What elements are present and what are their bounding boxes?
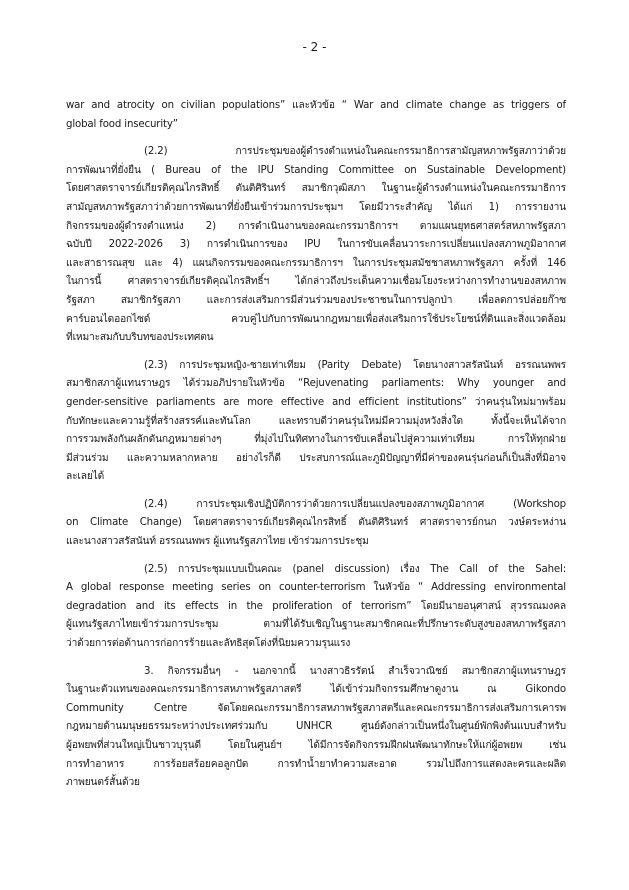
page-number: - 2 - — [302, 40, 327, 54]
text-line: degradation and its effects in the proliferation of terrorism” โดยมีนายอนุศาสน์ สุวรรณมงคล — [66, 600, 566, 612]
text-line: กิจกรรมของผู้ดำรงตำแหน่ง 2) การดำเนินงานของคณะกรรมาธิการฯ ตามแผนยุทธศาสตร์สหภาพรัฐสภา — [66, 220, 566, 232]
text-line: ฉบับปี 2022-2026 3) การดำเนินการของ IPU ในการขับเคลื่อนวาระการเปลี่ยนแปลงสภาพภูมิอากาศ — [66, 239, 566, 251]
text-line: ในการนี้ ศาสตราจารย์เกียรติคุณไกรสิทธิ์ฯ ได้กล่าวถึงประเด็นความเชื่อมโยงระหว่างการทำงานของสหภาพ — [66, 276, 566, 288]
text-line: 3. กิจกรรมอื่นๆ - นอกจากนี้ นางสาวธิรรัตน์ สำเร็จวาณิชย์ สมาชิกสภาผู้แทนราษฎร — [144, 665, 566, 677]
paragraph-spacer — [66, 552, 566, 561]
paragraph — [66, 143, 566, 348]
text-line: (2.4) การประชุมเชิงปฏิบัติการว่าด้วยการเปลี่ยนแปลงของสภาพภูมิอากาศ (Workshop — [144, 498, 566, 510]
text-line: คาร์บอนไดออกไซด์ ควบคู่ไปกับการพัฒนากฎหมายเพื่อส่งเสริมการใช้ประโยชน์ที่ดินและสิ่งแวดล้อม — [66, 313, 566, 325]
text-line: ละเลยได้ — [66, 471, 105, 483]
paragraph — [66, 561, 566, 654]
text-line: กับทักษะและความรู้ที่สร้างสรรค์และทันโลก และทราบดีว่าคนรุ่นใหม่มีความมุ่งหวังสิ่งใด ทั้งนี้จะเห็นได้จาก — [66, 415, 566, 427]
text-line: รัฐสภา สมาชิกรัฐสภา และการส่งเสริมการมีส่วนร่วมของประชาชนในการปลูกป่า เพื่อลดการปล่อยก๊าซ — [66, 294, 566, 306]
text-line: (2.5) การประชุมแบบเป็นคณะ (panel discussion) เรื่อง The Call of the Sahel: — [144, 563, 566, 575]
text-line: on Climate Change) โดยศาสตราจารย์เกียรติคุณไกรสิทธิ์ ตันติศิรินทร์ ศาสตราจารย์กนก วงษ์ตระหง่าน — [66, 517, 566, 529]
text-line: (2.2) การประชุมของผู้ดำรงตำแหน่งในคณะกรรมาธิการสามัญสหภาพรัฐสภาว่าด้วย — [144, 146, 566, 158]
text-line: สมาชิกสภาผู้แทนราษฎร ได้ร่วมอภิปรายในหัวข้อ “Rejuvenating parliaments: Why younger and — [66, 378, 566, 390]
paragraph-spacer — [66, 134, 566, 143]
text-line: ภาพยนตร์สั้นด้วย — [66, 777, 140, 789]
paragraph-spacer — [66, 654, 566, 663]
text-line: การทำอาหาร การร้อยสร้อยคอลูกปัด การทำน้ำยาทำความสะอาด รวมไปถึงการแสดงละครและผลิต — [66, 758, 566, 770]
text-line: Community Centre จัดโดยคณะกรรมาธิการสหภาพรัฐสภาสตรีและคณะกรรมาธิการส่งเสริมการเคารพ — [66, 702, 566, 714]
paragraph-spacer — [66, 348, 566, 357]
text-line: มีส่วนร่วม และความหลากหลาย อย่างไรก็ดี ประสบการณ์และภูมิปัญญาที่มีค่าของคนรุ่นก่อนก็เป็นสิ่งที่มิอาจ — [66, 452, 566, 464]
text-line: global food insecurity” — [66, 118, 178, 130]
text-line: และนางสาวสรัสนันท์ อรรณนพพร ผู้แทนรัฐสภาไทย เข้าร่วมการประชุม — [66, 536, 369, 548]
text-line: ในฐานะตัวแทนของคณะกรรมาธิการสหภาพรัฐสภาสตรี ได้เข้าร่วมกิจกรรมศึกษาดูงาน ณ Gikondo — [66, 684, 566, 696]
text-line: กฎหมายด้านมนุษยธรรมระหว่างประเทศร่วมกับ UNHCR ศูนย์ดังกล่าวเป็นหนึ่งในศูนย์พักพิงต้นแบบสำหรับ — [66, 721, 566, 733]
text-line: ที่เหมาะสมกับบริบทของประเทศตน — [66, 332, 214, 344]
text-line: ผู้อพยพที่ส่วนใหญ่เป็นชาวบุรุนดี โดยในศูนย์ฯ ได้มีการจัดกิจกรรมฝึกฝนพัฒนาทักษะให้แก่ผู้อพยพ เช่น — [66, 740, 566, 751]
text-line: การพัฒนาที่ยั่งยืน ( Bureau of the IPU Standing Committee on Sustainable Development) — [66, 164, 566, 176]
text-line: และสาธารณสุข และ 4) แผนกิจกรรมของคณะกรรมาธิการฯ ในการประชุมสมัชชาสหภาพรัฐสภา ครั้งที่ 146 — [66, 257, 566, 269]
text-line: ว่าด้วยการต่อต้านการก่อการร้ายและลัทธิสุดโต่งที่นิยมความรุนแรง — [66, 638, 351, 650]
text-line: โดยศาสตราจารย์เกียรติคุณไกรสิทธิ์ ตันติศิรินทร์ สมาชิกวุฒิสภา ในฐานะผู้ดำรงตำแหน่งในคณะกรรมาธิการ — [66, 183, 566, 195]
document-body — [66, 97, 566, 793]
text-line: (2.3) การประชุมหญิง-ชายเท่าเทียม (Parity Debate) โดยนางสาวสรัสนันท์ อรรณนพพร — [144, 359, 566, 371]
text-line: ผู้แทนรัฐสภาไทยเข้าร่วมการประชุม ตามที่ได้รับเชิญในฐานะสมาชิกคณะที่ปรึกษาระดับสูงของสหภาพรัฐสภา — [66, 619, 566, 631]
text-line: gender-sensitive parliaments are more effective and efficient institutions” ว่าคนรุ่นใหม่มาพร้อม — [66, 396, 566, 408]
text-line: A global response meeting series on counter-terrorism ในหัวข้อ “ Addressing environmental — [66, 582, 566, 594]
text-line: war and atrocity on civilian populations” และหัวข้อ “ War and climate change as triggers of — [66, 100, 566, 111]
paragraph — [66, 357, 566, 487]
paragraph — [66, 663, 566, 793]
paragraph — [66, 97, 566, 134]
paragraph — [66, 496, 566, 552]
text-line: สามัญสหภาพรัฐสภาว่าด้วยการพัฒนาที่ยั่งยืนเข้าร่วมการประชุมฯ โดยมีวาระสำคัญ ได้แก่ 1) การรายงาน — [66, 201, 566, 213]
paragraph-spacer — [66, 487, 566, 496]
text-line: การรวมพลังกันผลักดันกฎหมายต่างๆ ที่มุ่งไปในทิศทางในการขับเคลื่อนไปสู่ความเท่าเทียม การให้ทุกฝ่าย — [66, 434, 566, 446]
